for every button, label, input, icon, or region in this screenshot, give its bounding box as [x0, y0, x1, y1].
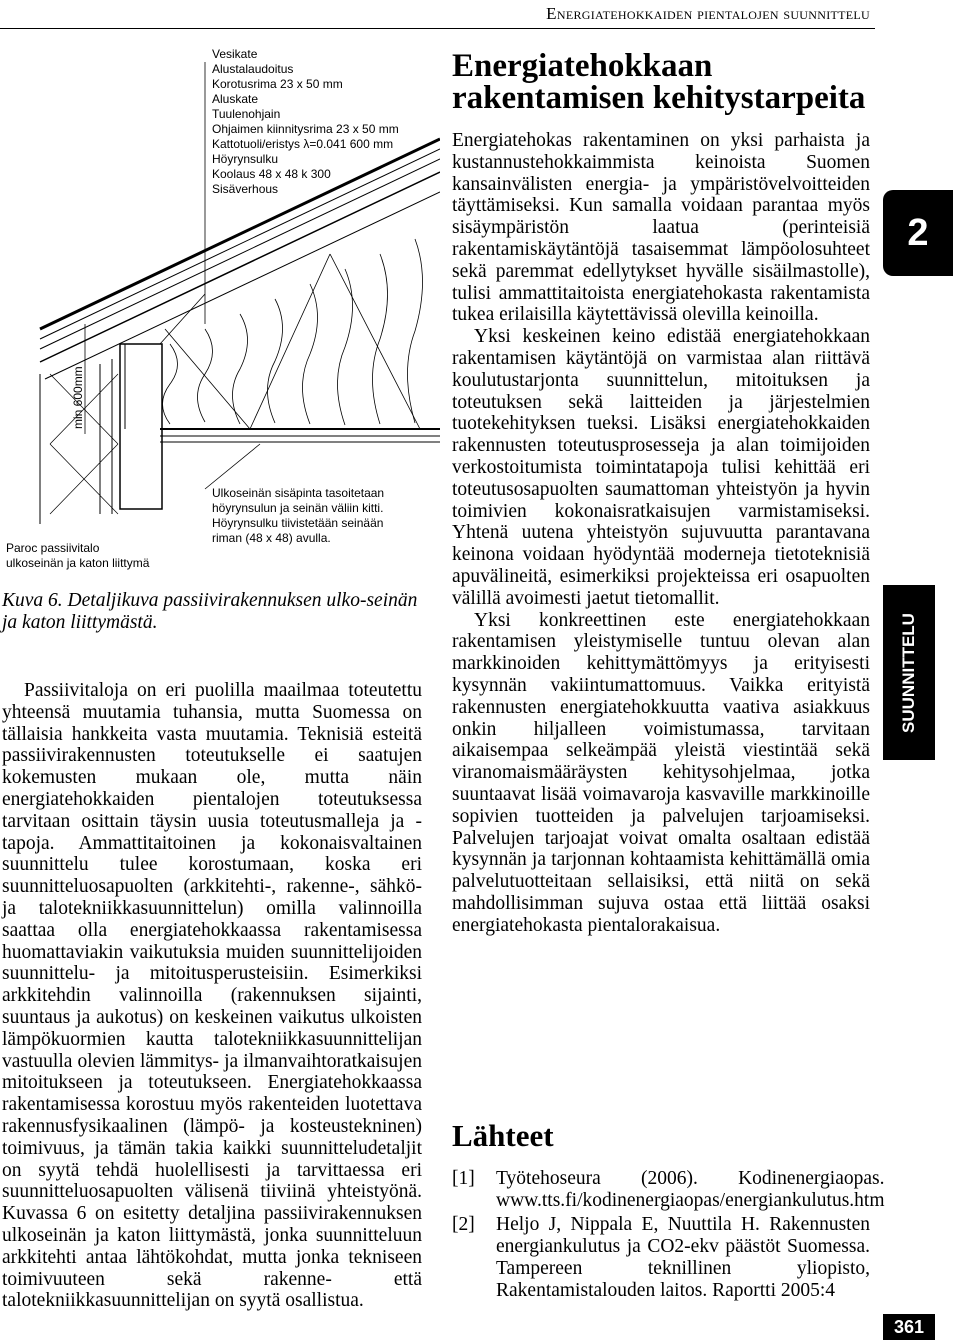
- references-heading: Lähteet: [452, 1118, 554, 1153]
- chapter-tab: 2: [883, 190, 953, 276]
- section-tab-label: SUUNNITTELU: [899, 612, 919, 733]
- reference-item: [452, 1214, 870, 1302]
- body-paragraph: Energiatehokas rakentaminen on yksi parhaista ja kustannustehokkaimmista keinoista Suomen kansainvälisten energia- ja ympäristövelvoitteiden täyttämiseksi. Kun samalla voidaan parantaa myös sisäympäristön laatua (perinteisiä rakentamiskäytäntöjä tasaisemmat lämpöolosuhteet sekä paremmat edellytykset hyvälle sisäilmastolle), tulisi ammattitaitoista energiatehokasta rakentamista tukea erilaisilla käytettävissä olevilla keinoilla.: [452, 130, 870, 326]
- dimension-label: min 600mm: [71, 366, 85, 429]
- brand-label: [6, 541, 150, 570]
- layer-label: Korotusrima 23 x 50 mm: [212, 77, 343, 91]
- layer-label: Kattotuoli/eristys λ=0.041 600 mm: [212, 137, 394, 151]
- note-line: Höyrynsulku tiivistetään seinään: [212, 516, 384, 530]
- layer-label: Koolaus 48 x 48 k 300: [212, 167, 331, 181]
- layer-label: Vesikate: [212, 47, 258, 61]
- layer-labels: [212, 47, 399, 196]
- reference-text: Heljo J, Nippala E, Nuuttila H. Rakennusten energiankulutus ja CO2-ekv päästöt Suomessa. Tampereen teknillinen yliopisto, Rakentamistalouden laitos. Raportti 2005:4: [496, 1214, 870, 1301]
- reference-text: Työtehoseura (2006). Kodinenergiaopas. www.tts.fi/kodinenergiaopas/energiankulutus.htm: [496, 1168, 885, 1211]
- layer-label: Alustalaudoitus: [212, 62, 294, 76]
- body-paragraph: Passiivitaloja on eri puolilla maailmaa toteutettu yhteensä muutamia tuhansia, mutta Suomessa on tällaisia hankkeita vasta muutamia. Teknisiä esteitä passiivirakennusten toteutukselle ei saatujen kokemusten mukaan ole, mutta näin energiatehokkaiden pientalojen toteutuksessa tarvitaan osittain täysin uusia toteutusmalleja ja -tapoja. Ammattitaitoinen ja kokonaisvaltainen suunnittelu tulee korostumaan, koska eri suunnitteluosapuolten (arkkitehti-, rakenne-, sähkö- ja talotekniikkasuunnittelun) omilla valinnoilla saattaa olla energiatehokkaassa rakentamisessa huomattaviakin vaikutuksia muiden suunnittelijoiden suunnittelu- ja mitoitusperusteisiin. Esimerkiksi arkkitehdin valinnoilla (rakennuksen sijainti, suuntaus ja aukotus) on keskeinen vaikutus ulkoisten lämpökuormien kautta talotekniikkasuunnittelijan vastuulla olevien lämmitys- ja ilmanvaihtoratkaisujen mitoitukseen ja toteutukseen. Energiatehokkaassa rakentamisessa korostuu myös rakenteiden luotettava rakennusfysikaalinen (lämpö- ja kosteustekninen) toimivuus, ja tämän takia kaikki suunnitteludetaljit on syytä tehdä huolellisesti ja tarvittaessa eri suunnitteluosapuolten välisenä tiiviinä yhteistyönä. Kuvassa 6 on esitetty detaljina passiivirakennuksen ulkoseinän ja katon liittymästä, jonka suunnitteluun arkkitehti antaa lähtökohdat, mutta jonka tekniseen toimivuuteen sekä rakenne- että talotekniikkasuunnittelijan on syytä osallistua.: [2, 680, 422, 1312]
- note-line: riman (48 x 48) avulla.: [212, 531, 331, 545]
- references-list: [452, 1168, 885, 1304]
- reference-item: [452, 1168, 885, 1212]
- running-header: Energiatehokkaiden pientalojen suunnittelu: [546, 4, 870, 23]
- note-line: höyrynsulun ja seinän väliin kitti.: [212, 501, 384, 515]
- layer-label: Höyrynsulku: [212, 152, 279, 166]
- page-number: 361: [883, 1314, 935, 1340]
- brand-line: ulkoseinän ja katon liittymä: [6, 556, 150, 570]
- figure-caption: Kuva 6. Detaljikuva passiivirakennuksen ulko-seinän ja katon liittymästä.: [2, 590, 418, 633]
- body-paragraph: Yksi konkreettinen este energiatehokkaan rakentamisen yleistymiselle tuntuu olevan alan markkinoiden kehittymättömyys ja erityisesti kysynnän vakiintumattomuus. Vaikka erityistä rakennusten energiatehokkuutta vaativa asiakkuus onkin hiljalleen voimistumassa, tarvitaan aikaisempaa selkeämpää yleistä viestintää sekä viranomaismääräysten kehitysohjelmaa, jotka suuntaavat lisää voimavaroja kasvaville markkinoille sopivien tuotteiden ja palvelujen tarjoamiseksi. Palvelujen tarjoajat voivat omalta osaltaan edistää kysynnän ja tarjonnan kohtaamista kehittämällä omia palvelutuotteitaan sellaisiksi, että niitä on sekä mahdollisimman sujuva ostaa että liittää osaksi energiatehokasta pientalorakaisua.: [452, 609, 870, 936]
- note-line: Ulkoseinän sisäpinta tasoitetaan: [212, 486, 385, 500]
- layer-label: Ohjaimen kiinnitysrima 23 x 50 mm: [212, 122, 399, 136]
- layer-label: Aluskate: [212, 92, 259, 106]
- section-heading: Energiatehokkaan rakentamisen kehitystarpeita: [452, 48, 866, 116]
- reference-number: [2]: [452, 1214, 475, 1235]
- right-column: [452, 130, 870, 936]
- left-column: [2, 680, 422, 1312]
- detail-drawing: [0, 44, 440, 584]
- layer-label: Tuulenohjain: [212, 107, 281, 121]
- header-rule: [0, 28, 875, 29]
- construction-note: [212, 486, 384, 545]
- reference-number: [1]: [452, 1168, 475, 1189]
- brand-line: Paroc passiivitalo: [6, 541, 100, 555]
- body-paragraph: Yksi keskeinen keino edistää energiatehokkaan rakentamisen käytäntöjä on varmistaa alan riittävä koulutustarjonta suunnittelun, mitoituksen ja toteutuksen sekä laitteiden ja järjestelmien tuotekehityksen tueksi. Lisäksi energiatehokkaiden rakennusten toteutusprosesseja ja alan toimijoiden verkostoitumista toimintatapoja tulisi kehittää eri toteutusosapuolten saumattoman yhteistyön ja hyvin toimivien kokonaisratkaisujen varmistamiseksi. Yhtenä uutena yhteistyön sujuvuutta parantavana keinona voidaan hyödyntää moderneja tietoteknisiä apuvälineitä, esimerkiksi projekteissa eri osapuolten välillä avoimesti jaetut tietomallit.: [452, 326, 870, 609]
- section-tab: [883, 585, 935, 760]
- layer-label: Sisäverhous: [212, 182, 279, 196]
